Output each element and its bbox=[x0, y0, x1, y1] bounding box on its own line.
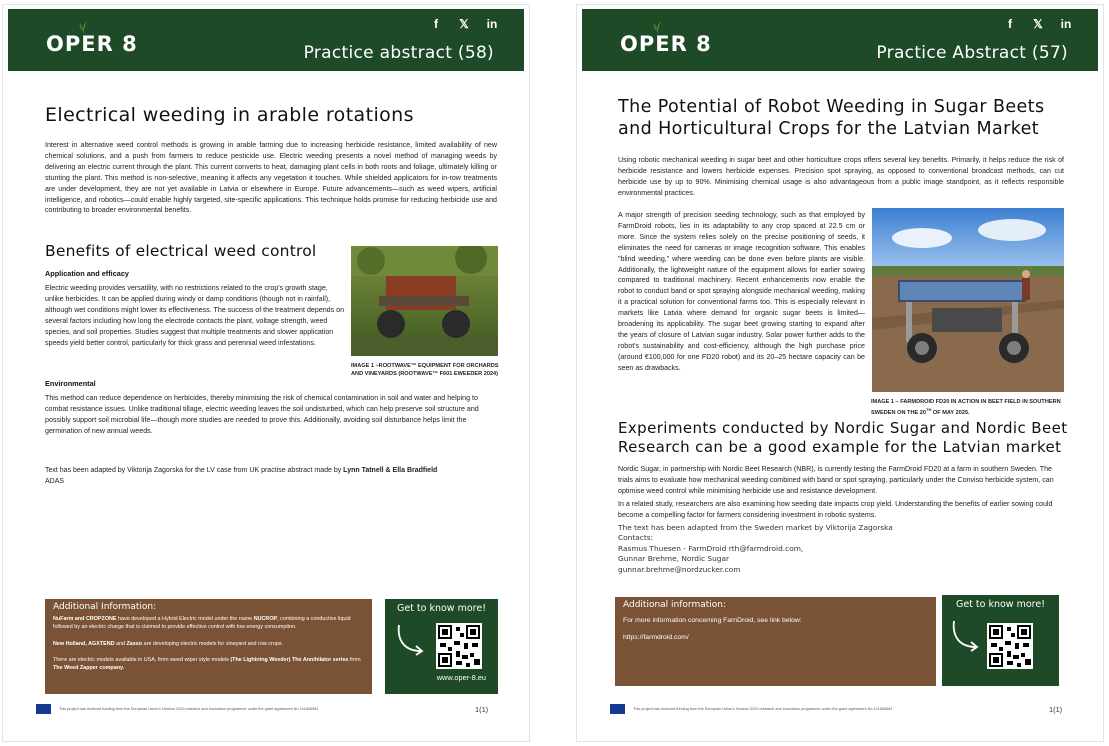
section-title: Benefits of electrical weed control bbox=[45, 242, 317, 260]
qr-code-icon[interactable] bbox=[987, 623, 1033, 669]
x-icon[interactable]: 𝕏 bbox=[459, 17, 469, 31]
environmental-paragraph: This method can reduce dependence on herbicides, thereby minimising the risk of chemical contamination in soil and water and helping to combat resistance issues. Unlike traditional tillage, electric weeding leaves the soil undisturbed, which can help preserve soil structure and possibly support soil microbial life—though more studies are needed to prove this. Additionally, avoiding soil disturbance helps limit the germination of new annual weeds. bbox=[45, 394, 479, 435]
eu-flag-icon bbox=[36, 704, 51, 714]
page-header bbox=[8, 9, 524, 71]
page-number: 1(1) bbox=[1049, 705, 1063, 714]
oper8-logo: OPER 8 bbox=[46, 32, 138, 56]
leaf-icon bbox=[76, 19, 90, 35]
intro-paragraph: Using robotic mechanical weeding in sugar beet and other horticulture crops offers several key benefits. Primarily, it helps reduce the risk of herbicide resistance and lowers herbicide expenses. Precision spot spraying, as opposed to conventional broadcast methods, can cut herbicide use by up to 90%. Minimising chemical usage is also advantageous from a public image standpoint, as it reflects responsible environmental practices. bbox=[618, 156, 1064, 197]
oper8-website-link[interactable]: www.oper-8.eu bbox=[436, 673, 486, 682]
info-title: Additional information: bbox=[623, 600, 727, 610]
page-header bbox=[582, 9, 1098, 71]
linkedin-icon[interactable]: in bbox=[1060, 17, 1072, 31]
practice-abstract-title: Practice abstract (58) bbox=[303, 43, 494, 63]
practice-abstract-57-page bbox=[576, 4, 1104, 742]
linkedin-icon[interactable]: in bbox=[486, 17, 498, 31]
practice-abstract-title: Practice Abstract (57) bbox=[876, 43, 1068, 63]
eu-flag-icon bbox=[610, 704, 625, 714]
precision-seeding-paragraph: A major strength of precision seeding technology, such as that employed by FarmDroid robots, lies in its adaptability to any crop spaced at 22.5 cm or more. Since the system relies solely on the precise positioning of seeds, it eliminates the need for cameras or image recognition software. This enables "blind weeding," where weeding can be done even before plants are visible. Additionally, the lightweight nature of the equipment allows for earlier sowing compared to traditional machinery. Recent enhancements now enable the robot to conduct band or spot spraying alongside mechanical weeding, making it a practical solution for conventional farms too. This is especially relevant in markets like Latvia where demand for organic sugar beets is limited—broadening its applicability. The sugar beet growing starting to expand after the years of closure of Latvian sugar industry. Solar power further adds to the robot's sustainability and cost-efficiency, although the high purchase price (around €100,000 for one FD20 robot) and its 20–25 hectare capacity can be seen as drawbacks. bbox=[618, 211, 865, 372]
funding-notice: This project has received funding from the European Union's Horizon 2020 research and innovation programme under the grant agreement No 101606581 bbox=[59, 707, 319, 711]
x-icon[interactable]: 𝕏 bbox=[1033, 17, 1043, 31]
funding-notice: This project has received funding from the European Union's Horizon 2020 research and innovation programme under the grant agreement No 101606581 bbox=[633, 707, 893, 711]
rootwave-photo bbox=[351, 246, 498, 356]
facebook-icon[interactable]: f bbox=[1008, 17, 1012, 31]
info-item: For more information concerning FarnDroid, see link below: bbox=[623, 617, 802, 624]
info-item: There are electric models available in USA, from weed wiper style models (The Lightning Weeder) The Annihilator series from The Weed Zapper company. bbox=[53, 657, 361, 671]
curved-arrow-icon bbox=[950, 619, 982, 653]
seeding-date-paragraph: In a related study, researchers are also examining how seeding date impacts crop yield. Understanding the benefits of earlier sowing could become a compelling factor for farmers considering investment in robotic systems. bbox=[618, 500, 1053, 519]
gtk-title: Get to know more! bbox=[955, 599, 1046, 610]
section-title: Experiments conducted by Nordic Sugar and Nordic Beet Research can be a good example for the Latvian market bbox=[618, 419, 1068, 456]
application-paragraph: Electric weeding provides versatility, with no restrictions related to the crop's growth stage, unlike herbicides. It can be applied during windy or damp conditions (though not in rainfall), although wet conditions might lower its effectiveness. The success of the treatment depends on several factors including how long the electrode contacts the plant, voltage strength, weed species, and soil properties. Studies suggest that multiple treatments and slower application speeds yield better control, particularly for thick grass and perennial weed infestations. bbox=[45, 284, 345, 347]
social-links bbox=[430, 17, 498, 31]
subhead-environmental: Environmental bbox=[45, 379, 96, 388]
oper8-logo: OPER 8 bbox=[620, 32, 712, 56]
info-item: NuFarm and CROPZONE have developed a Hybrid Electric model under the name NUCROP, combining a conductive liquid followed by an electric charge that is claimed to provide effective control with low energy consumption. bbox=[53, 616, 351, 630]
document-title: Electrical weeding in arable rotations bbox=[45, 104, 414, 126]
gtk-title: Get to know more! bbox=[396, 603, 487, 614]
intro-paragraph: Interest in alternative weed control methods is growing in arable farming due to increasing herbicide resistance, limited availability of new chemical solutions, and a push from farmers to reduce pesticide use. Electric weeding presents a novel method of managing weeds by delivering an electric current through the plant. This current converts to heat, damaging plant cells in both roots and foliage, ultimately killing or stunting the plant. This method is non-selective, meaning it affects any vegetation it touches. While shielded applicators for in-row treatments are under development, they are not yet available in Latvia or elsewhere in Europe. Future advancements—such as weed wipers, artificial intelligence, and robotics—could enable highly targeted, site-specific applications. This technique holds promise for reducing herbicide use and contributing to broader environmental benefits. bbox=[45, 141, 497, 215]
image-caption: IMAGE 1 – FARMDROID FD20 IN ACTION IN BEET FIELD IN SOUTHERN SWEDEN ON THE 20TH OF MAY 2025. bbox=[871, 399, 1061, 416]
social-links bbox=[1004, 17, 1072, 31]
farmdroid-photo bbox=[872, 208, 1064, 392]
get-to-know-more-box[interactable] bbox=[385, 599, 498, 694]
subhead-application: Application and efficacy bbox=[45, 269, 129, 278]
curved-arrow-icon bbox=[395, 623, 427, 657]
qr-code-icon[interactable] bbox=[436, 623, 482, 669]
get-to-know-more-box[interactable] bbox=[942, 595, 1059, 686]
credit-line: Text has been adapted by Viktorija Zagorska for the LV case from UK practise abstract made by Lynn Tatnell & Ella Bradfield ADAS bbox=[45, 467, 438, 485]
farmdroid-link[interactable]: https://farmdroid.com/ bbox=[623, 634, 689, 641]
info-title: Additional Information: bbox=[53, 602, 157, 612]
additional-information-box bbox=[615, 597, 936, 686]
contacts-block: The text has been adapted from the Sweden market by Viktorija Zagorska Contacts: Rasmus Thuesen - FarmDroid rth@farmdroid.com, Gunnar Brehme, Nordic Sugar gunnar.brehme@nordzucker.com bbox=[618, 523, 893, 574]
facebook-icon[interactable]: f bbox=[434, 17, 438, 31]
leaf-icon bbox=[650, 19, 664, 35]
practice-abstract-58-page bbox=[2, 4, 530, 742]
nordic-sugar-paragraph: Nordic Sugar, in partnership with Nordic Beet Research (NBR), is currently testing the FarmDroid FD20 at a farm in southern Sweden. The trials aims to evaluate how mechanical weeding combined with band or spot spraying, particularly under the Conviso herbicide system, can optimise weed control while minimising herbicide use and resistance development. bbox=[618, 465, 1054, 495]
info-item: New Holland, AGXTEND and Zasso are developing electric models for vineyard and row crops. bbox=[53, 641, 283, 647]
additional-information-box bbox=[45, 599, 372, 694]
image-caption: IMAGE 1 –ROOTWAVE™ EQUIPMENT FOR ORCHARDS AND VINEYARDS (ROOTWAVE™ F601 EWEEDER 2024) bbox=[351, 363, 499, 377]
document-title: The Potential of Robot Weeding in Sugar Beets and Horticultural Crops for the Latvian Market bbox=[618, 97, 1045, 139]
page-number: 1(1) bbox=[475, 705, 489, 714]
